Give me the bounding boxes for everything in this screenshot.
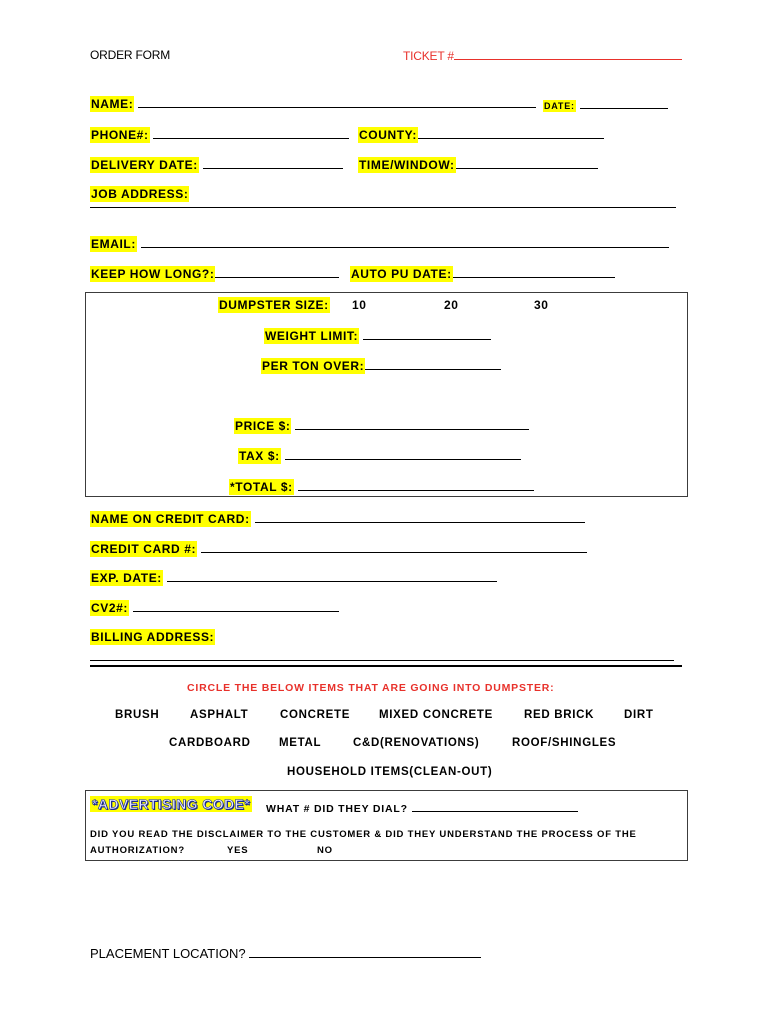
item-roof-shingles[interactable]: ROOF/SHINGLES	[512, 737, 617, 749]
per-ton-over-label: PER TON OVER:	[262, 359, 365, 373]
placement-line	[249, 944, 481, 958]
card-number-field[interactable]	[90, 541, 587, 556]
weight-limit-field[interactable]	[264, 328, 491, 343]
advertising-code	[90, 796, 252, 814]
dial-field[interactable]	[266, 800, 578, 815]
tax-line	[285, 448, 521, 460]
billing-address-line[interactable]	[90, 660, 674, 661]
card-number-line	[201, 541, 587, 553]
items-heading: CIRCLE THE BELOW ITEMS THAT ARE GOING INTO DUMPSTER:	[187, 682, 555, 694]
exp-date-label: EXP. DATE:	[91, 571, 162, 585]
total-line	[298, 479, 534, 491]
email-field[interactable]	[90, 236, 669, 251]
date-field[interactable]	[543, 96, 668, 114]
tax-field[interactable]	[238, 448, 521, 463]
size-option-10[interactable]: 10	[352, 298, 367, 312]
keep-how-long-line	[215, 266, 339, 278]
dumpster-size-field	[218, 298, 330, 312]
job-address-line[interactable]	[90, 207, 676, 208]
item-brush[interactable]: BRUSH	[115, 709, 160, 721]
card-number-label: CREDIT CARD #:	[91, 542, 197, 556]
county-label: COUNTY:	[359, 128, 417, 142]
ticket-field[interactable]	[403, 48, 682, 63]
placement-label: PLACEMENT LOCATION?	[90, 946, 246, 961]
price-label: PRICE $:	[235, 419, 291, 433]
auto-pu-date-field[interactable]	[350, 266, 615, 281]
auto-pu-date-label: AUTO PU DATE:	[351, 267, 452, 281]
keep-how-long-field[interactable]	[90, 266, 339, 281]
delivery-date-line	[203, 157, 343, 169]
county-line	[418, 127, 604, 139]
weight-limit-line	[363, 328, 491, 340]
item-concrete[interactable]: CONCRETE	[280, 709, 351, 721]
price-line	[295, 418, 529, 430]
billing-address-field[interactable]	[90, 630, 215, 644]
disclaimer-line-1: DID YOU READ THE DISCLAIMER TO THE CUSTOMER & DID THEY UNDERSTAND THE PROCESS OF THE	[90, 829, 637, 840]
exp-date-line	[167, 570, 497, 582]
email-label: EMAIL:	[91, 237, 136, 251]
dumpster-size-label: DUMPSTER SIZE:	[219, 298, 329, 312]
disclaimer-line-2: AUTHORIZATION?	[90, 845, 185, 856]
phone-line	[153, 127, 349, 139]
job-address-label: JOB ADDRESS:	[91, 187, 189, 201]
tax-label: TAX $:	[239, 449, 280, 463]
cv2-field[interactable]	[90, 600, 339, 615]
time-window-label: TIME/WINDOW:	[359, 158, 455, 172]
weight-limit-label: WEIGHT LIMIT:	[265, 329, 359, 343]
section-divider	[90, 665, 682, 667]
dial-line	[412, 800, 578, 812]
item-dirt[interactable]: DIRT	[624, 709, 654, 721]
answer-yes[interactable]: YES	[227, 845, 249, 856]
delivery-date-label: DELIVERY DATE:	[91, 158, 198, 172]
keep-how-long-label: KEEP HOW LONG?:	[91, 267, 215, 281]
answer-no[interactable]: NO	[317, 845, 333, 856]
delivery-date-field[interactable]	[90, 157, 343, 172]
name-line	[138, 96, 536, 108]
name-on-card-line	[255, 511, 585, 523]
cv2-line	[133, 600, 339, 612]
name-on-card-label: NAME ON CREDIT CARD:	[91, 512, 250, 526]
date-label: DATE:	[544, 101, 575, 111]
dial-label: WHAT # DID THEY DIAL?	[266, 803, 408, 815]
item-household[interactable]: HOUSEHOLD ITEMS(CLEAN-OUT)	[287, 766, 493, 778]
time-window-line	[456, 157, 598, 169]
item-cd-renovations[interactable]: C&D(RENOVATIONS)	[353, 737, 480, 749]
item-asphalt[interactable]: ASPHALT	[190, 709, 249, 721]
form-title: ORDER FORM	[90, 48, 170, 62]
total-field[interactable]	[229, 479, 534, 494]
ticket-line	[454, 48, 682, 60]
advertising-code-label: *ADVERTISING CODE*	[92, 796, 251, 812]
phone-label: PHONE#:	[91, 128, 149, 142]
auto-pu-date-line	[453, 266, 615, 278]
per-ton-over-line	[365, 358, 501, 370]
name-field[interactable]	[90, 96, 536, 111]
item-cardboard[interactable]: CARDBOARD	[169, 737, 251, 749]
size-option-20[interactable]: 20	[444, 298, 459, 312]
date-line	[580, 97, 668, 109]
placement-field[interactable]	[90, 944, 481, 961]
per-ton-over-field[interactable]	[261, 358, 501, 373]
county-field[interactable]	[358, 127, 604, 142]
name-label: NAME:	[91, 97, 134, 111]
price-field[interactable]	[234, 418, 529, 433]
dumpster-box	[85, 292, 688, 497]
item-red-brick[interactable]: RED BRICK	[524, 709, 595, 721]
item-metal[interactable]: METAL	[279, 737, 322, 749]
exp-date-field[interactable]	[90, 570, 497, 585]
job-address-field[interactable]	[90, 187, 189, 201]
item-mixed-concrete[interactable]: MIXED CONCRETE	[379, 709, 493, 721]
name-on-card-field[interactable]	[90, 511, 585, 526]
total-label: *TOTAL $:	[230, 480, 293, 494]
email-line	[141, 236, 669, 248]
ticket-label: TICKET #	[403, 49, 454, 63]
billing-address-label: BILLING ADDRESS:	[91, 630, 215, 644]
phone-field[interactable]	[90, 127, 349, 142]
time-window-field[interactable]	[358, 157, 598, 172]
size-option-30[interactable]: 30	[534, 298, 549, 312]
cv2-label: CV2#:	[91, 601, 129, 615]
